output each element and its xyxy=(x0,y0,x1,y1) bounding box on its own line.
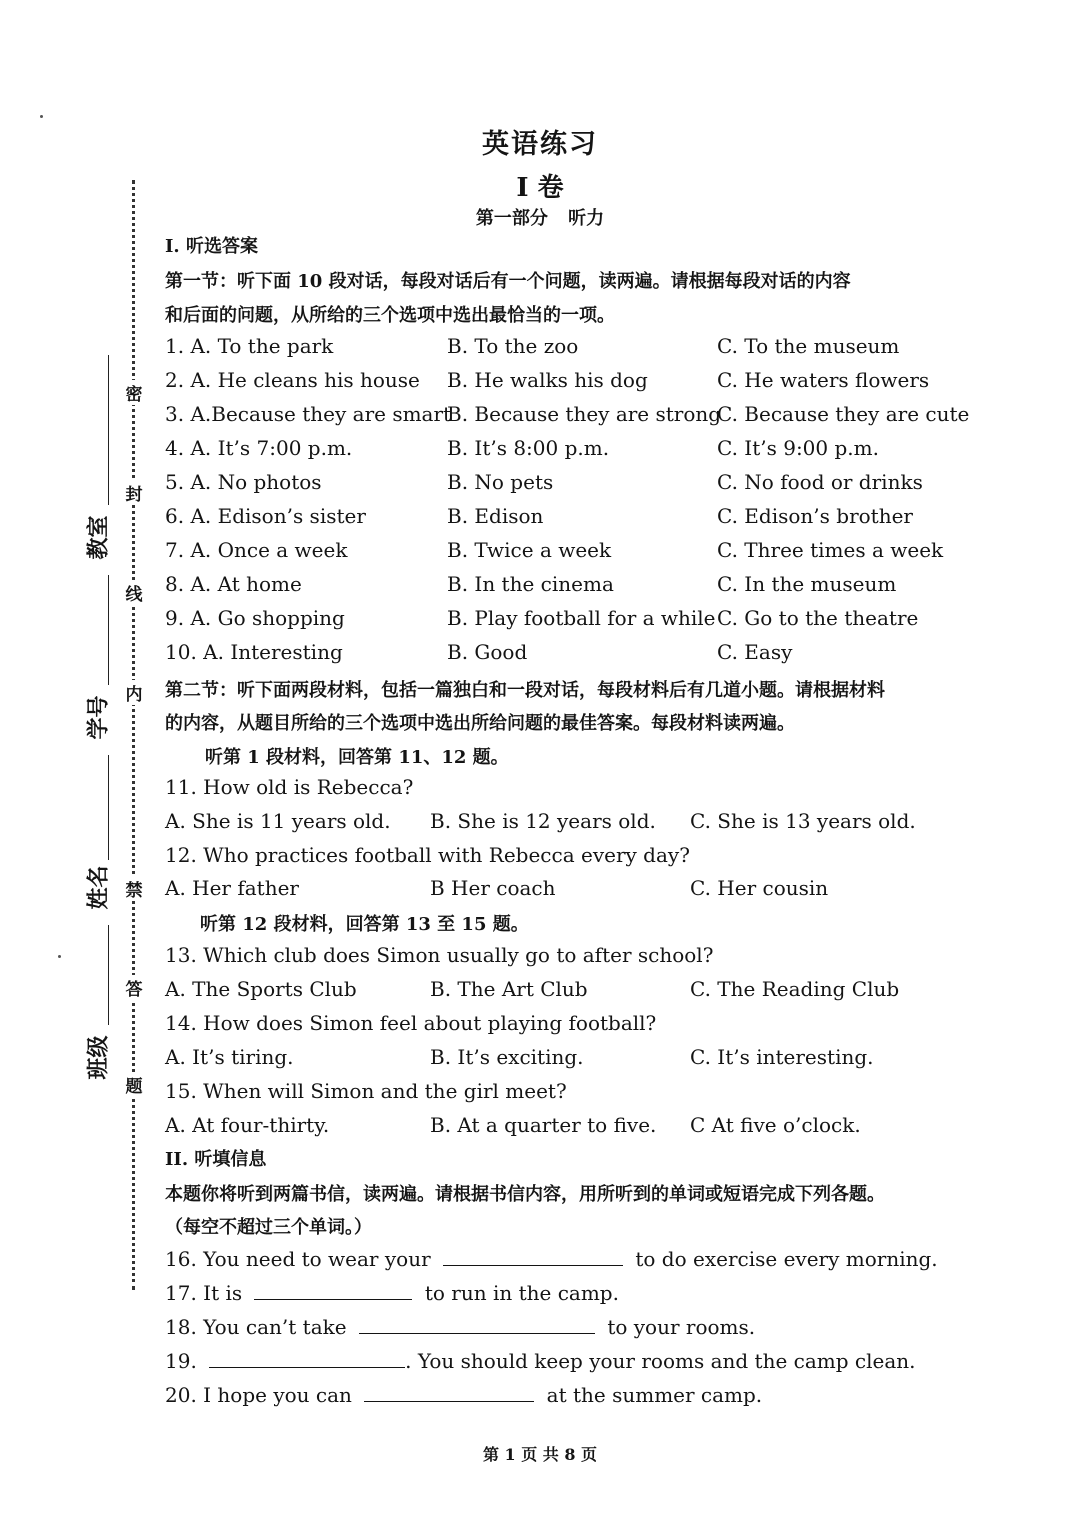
option-b: B. To the zoo xyxy=(447,334,579,358)
question-row xyxy=(165,470,965,502)
seal-char: 内 xyxy=(124,680,144,705)
option-b: B. No pets xyxy=(447,470,554,494)
question-stem: 14. How does Simon feel about playing football? xyxy=(165,1011,657,1035)
option-a: 2. A. He cleans his house xyxy=(165,368,420,392)
question-text: to your rooms. xyxy=(607,1315,756,1339)
option-a: 4. A. It’s 7:00 p.m. xyxy=(165,436,353,460)
answer-blank[interactable] xyxy=(254,1279,412,1300)
scan-dot xyxy=(58,955,61,958)
question-text: . You should keep your rooms and the camp clean. xyxy=(405,1349,916,1373)
seal-dotted-line xyxy=(132,180,135,1290)
field-label: 教室 xyxy=(85,515,112,560)
instruction: 本题你将听到两篇书信，读两遍。请根据书信内容，用所听到的单词或短语完成下列各题。 xyxy=(165,1184,885,1205)
option-a: A. At four-thirty. xyxy=(165,1113,330,1137)
option-c: C. To the museum xyxy=(717,334,900,358)
seal-char: 题 xyxy=(124,1072,144,1097)
instruction: 第二节：听下面两段材料，包括一篇独白和一段对话，每段材料后有几道小题。请根据材料 xyxy=(165,680,885,701)
option-b: B. He walks his dog xyxy=(447,368,648,392)
option-c: C. In the museum xyxy=(717,572,897,596)
option-b: B. Twice a week xyxy=(447,538,612,562)
question-row xyxy=(165,368,965,400)
answer-blank[interactable] xyxy=(443,1245,623,1266)
question-row xyxy=(165,504,965,536)
option-c: C. He waters flowers xyxy=(717,368,930,392)
listen-note: 听第 12 段材料，回答第 13 至 15 题。 xyxy=(200,914,529,935)
question-text: to do exercise every morning. xyxy=(635,1247,938,1271)
question-row xyxy=(165,334,965,366)
question-text: 18. You can’t take xyxy=(165,1315,347,1339)
question-options xyxy=(165,876,965,908)
page-title: 英语练习 xyxy=(482,129,598,160)
fill-question xyxy=(165,1313,755,1339)
option-b: B. She is 12 years old. xyxy=(430,809,656,833)
option-a: 8. A. At home xyxy=(165,572,302,596)
option-c: C. Edison’s brother xyxy=(717,504,913,528)
section-heading: II. 听填信息 xyxy=(165,1149,267,1170)
field-label: 学号 xyxy=(85,695,112,740)
question-stem: 15. When will Simon and the girl meet? xyxy=(165,1079,567,1103)
instruction: 第一节：听下面 10 段对话，每段对话后有一个问题，读两遍。请根据每段对话的内容 xyxy=(165,271,851,292)
question-options xyxy=(165,1113,965,1145)
question-row xyxy=(165,606,965,638)
instruction: （每空不超过三个单词。） xyxy=(165,1217,372,1238)
option-c: C. Because they are cute xyxy=(717,402,970,426)
field-line xyxy=(108,575,109,685)
option-a: 9. A. Go shopping xyxy=(165,606,345,630)
option-b: B. Good xyxy=(447,640,528,664)
question-row xyxy=(165,538,965,570)
question-row xyxy=(165,640,965,672)
question-row xyxy=(165,572,965,604)
fill-question xyxy=(165,1245,938,1271)
option-c: C. Three times a week xyxy=(717,538,944,562)
question-text: 20. I hope you can xyxy=(165,1383,352,1407)
page-number: 第 1 页 共 8 页 xyxy=(482,1445,598,1464)
question-text: 16. You need to wear your xyxy=(165,1247,431,1271)
question-text: to run in the camp. xyxy=(424,1281,619,1305)
field-classroom xyxy=(72,510,122,570)
fill-question xyxy=(165,1347,916,1373)
field-label: 班级 xyxy=(85,1035,112,1080)
question-text: 19. xyxy=(165,1349,197,1373)
option-c: C. It’s interesting. xyxy=(690,1045,874,1069)
answer-blank[interactable] xyxy=(209,1347,405,1368)
option-a: 7. A. Once a week xyxy=(165,538,348,562)
field-name xyxy=(72,860,122,920)
field-student-id xyxy=(72,690,122,750)
section-heading: I. 听选答案 xyxy=(165,236,258,257)
option-a: A. The Sports Club xyxy=(165,977,357,1001)
field-line xyxy=(108,355,109,505)
question-stem: 11. How old is Rebecca? xyxy=(165,775,414,799)
field-class xyxy=(72,1030,122,1090)
part-title: 第一部分 听力 xyxy=(475,208,605,229)
option-c: C. Go to the theatre xyxy=(717,606,919,630)
seal-char: 答 xyxy=(124,975,144,1000)
question-options xyxy=(165,809,965,841)
option-c: C. No food or drinks xyxy=(717,470,923,494)
question-stem: 13. Which club does Simon usually go to after school? xyxy=(165,943,714,967)
seal-char: 密 xyxy=(124,380,144,405)
option-a: A. Her father xyxy=(165,876,299,900)
option-a: 10. A. Interesting xyxy=(165,640,343,664)
option-b: B. The Art Club xyxy=(430,977,588,1001)
option-a: 6. A. Edison’s sister xyxy=(165,504,366,528)
question-row xyxy=(165,402,970,434)
option-c: C. She is 13 years old. xyxy=(690,809,916,833)
question-text: 17. It is xyxy=(165,1281,243,1305)
fill-question xyxy=(165,1381,762,1407)
question-options xyxy=(165,1045,965,1077)
option-a: A. She is 11 years old. xyxy=(165,809,391,833)
fill-question xyxy=(165,1279,619,1305)
question-stem: 12. Who practices football with Rebecca every day? xyxy=(165,843,690,867)
instruction: 的内容，从题目所给的三个选项中选出所给问题的最佳答案。每段材料读两遍。 xyxy=(165,713,795,734)
field-line xyxy=(108,925,109,1025)
option-c: C At five o’clock. xyxy=(690,1113,861,1137)
scan-dot xyxy=(40,115,43,118)
seal-char: 禁 xyxy=(124,876,144,901)
answer-blank[interactable] xyxy=(359,1313,595,1334)
option-a: 3. A.Because they are smart xyxy=(165,402,452,426)
option-a: 5. A. No photos xyxy=(165,470,322,494)
volume-title: I 卷 xyxy=(516,173,564,203)
seal-char: 封 xyxy=(124,480,144,505)
option-c: C. Easy xyxy=(717,640,793,664)
option-b: B. It’s exciting. xyxy=(430,1045,584,1069)
option-b: B Her coach xyxy=(430,876,556,900)
option-a: A. It’s tiring. xyxy=(165,1045,294,1069)
seal-char: 线 xyxy=(124,580,144,605)
option-c: C. Her cousin xyxy=(690,876,829,900)
option-b: B. Because they are strong xyxy=(447,402,722,426)
option-c: C. The Reading Club xyxy=(690,977,900,1001)
field-label: 姓名 xyxy=(85,865,112,910)
instruction: 和后面的问题，从所给的三个选项中选出最恰当的一项。 xyxy=(165,305,615,326)
question-text: at the summer camp. xyxy=(546,1383,763,1407)
option-b: B. Edison xyxy=(447,504,544,528)
option-c: C. It’s 9:00 p.m. xyxy=(717,436,879,460)
listen-note: 听第 1 段材料，回答第 11、12 题。 xyxy=(205,747,509,768)
option-b: B. At a quarter to five. xyxy=(430,1113,657,1137)
option-b: B. It’s 8:00 p.m. xyxy=(447,436,610,460)
field-line xyxy=(108,755,109,860)
question-row xyxy=(165,436,965,468)
question-options xyxy=(165,977,965,1009)
option-a: 1. A. To the park xyxy=(165,334,334,358)
option-b: B. Play football for a while xyxy=(447,606,716,630)
option-b: B. In the cinema xyxy=(447,572,614,596)
answer-blank[interactable] xyxy=(364,1381,534,1402)
